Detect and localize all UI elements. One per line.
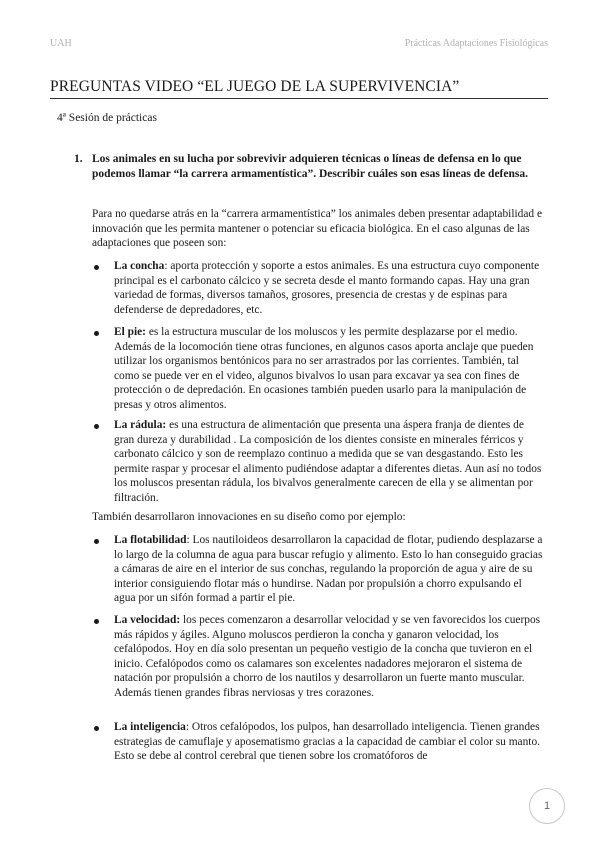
page-number: 1 <box>529 788 565 824</box>
middle-paragraph: También desarrollaron innovaciones en su diseño como por ejemplo: <box>92 511 406 523</box>
intro-paragraph: Para no quedarse atrás en la “carrera armamentística” los animales deben presentar adaptabilidad e innovación que les permita mantener o potenciar su eficacia biológica. En el caso algunas de las adaptaciones que poseen son: <box>92 208 543 249</box>
session-label: 4ª Sesión de prácticas <box>57 112 157 124</box>
list-item-radula <box>92 418 546 505</box>
bullet-icon <box>94 265 99 270</box>
bullet-icon <box>94 539 99 544</box>
bullet-icon <box>94 331 99 336</box>
list-item-text: : aporta protección y soporte a estos animales. Es una estructura cuyo componente principal es el carbonato cálcico y se secreta desde el manto formando capas. Hay una gran variedad de formas, diversos tamaños, grosores, presencia de crestas y de espinas para defenderse de depredadores, etc. <box>114 260 540 316</box>
list-item-text: : Otros cefalópodos, los pulpos, han desarrollado inteligencia. Tienen grandes estrategias de camuflaje y aposematismo gracias a la capacidad de cambiar el color su manto. Esto se debe al control cerebral que tienen sobre los cromatóforos de <box>114 721 541 762</box>
list-item-text: los peces comenzaron a desarrollar velocidad y se ven favorecidos los cuerpos más rápidos y ágiles. Alguno moluscos perdieron la concha y ganaron velocidad, los cefalópodos. Hoy en día solo presentan un pequeño vestigio de la concha que tuvieron en el inicio. Cefalópodos como os calamares son excelentes nadadores mejoraron el sistema de natación por propulsión a chorro de los nautilos y desarrollaron un fuerte manto muscular. Además tienen grandes fibras nerviosas y tres corazones. <box>114 614 541 699</box>
list-item-velocidad <box>92 613 546 700</box>
question-number: 1. <box>74 153 83 165</box>
list-item-term: La concha <box>114 260 165 272</box>
document-title: PREGUNTAS VIDEO “EL JUEGO DE LA SUPERVIVENCIA” <box>50 78 548 99</box>
list-item-term: La flotabilidad <box>114 534 187 546</box>
list-item-text: : Los nautiloideos desarrollaron la capacidad de flotar, pudiendo desplazarse a lo largo de la columna de agua para buscar refugio y alimento. Esto lo han conseguido gracias a cámaras de aire en el interior de sus conchas, regulando la proporción de agua y aire de su interior consiguiendo flotar más o hundirse. Nadan por propulsión a chorro expulsando el agua por un sifón formad a partir el pie. <box>114 534 543 604</box>
list-item-concha <box>92 259 546 317</box>
question-text: Los animales en su lucha por sobrevivir adquieren técnicas o líneas de defensa en lo que podemos llamar “la carrera armamentística”. Describir cuáles son esas líneas de defensa. <box>92 153 528 180</box>
list-item-term: El pie: <box>114 326 146 338</box>
bullet-icon <box>94 726 99 731</box>
list-item-text: es la estructura muscular de los moluscos y les permite desplazarse por el medio. Además de la locomoción tiene otras funciones, en algunos casos aporta anclaje que pueden utilizar los organismos bentónicos para no ser arrastrados por las corrientes. También, tal como se puede ver en el video, algunos bivalvos lo usan para excavar ya sea con fines de protección o de depredación. En ocasiones también pueden usarlo para la manipulación de presas y otros alimentos. <box>114 326 534 411</box>
list-item-term: La inteligencia <box>114 721 186 733</box>
bullet-icon <box>94 619 99 624</box>
list-item-inteligencia <box>92 720 546 764</box>
list-item-pie <box>92 325 546 412</box>
list-item-flotabilidad <box>92 533 546 606</box>
bullet-icon <box>94 424 99 429</box>
list-item-term: La velocidad: <box>114 614 181 626</box>
header-left: UAH <box>50 38 72 49</box>
header-right: Prácticas Adaptaciones Fisiológicas <box>404 38 548 49</box>
question-1 <box>74 152 546 181</box>
page-header <box>50 38 548 49</box>
list-item-text: es una estructura de alimentación que presenta una áspera franja de dientes de gran dureza y durabilidad . La composición de los dientes consiste en minerales férricos y carbonato cálcico y son de reemplazo continuo a medida que se van desgastando. Esto les permite raspar y procesar el alimento pudiéndose adaptar a diferentes dietas. Aun así no todos los moluscos presentan rádula, los bivalvos generalmente carecen de ella y se alimentan por filtración. <box>114 419 542 504</box>
list-item-term: La rádula: <box>114 419 167 431</box>
